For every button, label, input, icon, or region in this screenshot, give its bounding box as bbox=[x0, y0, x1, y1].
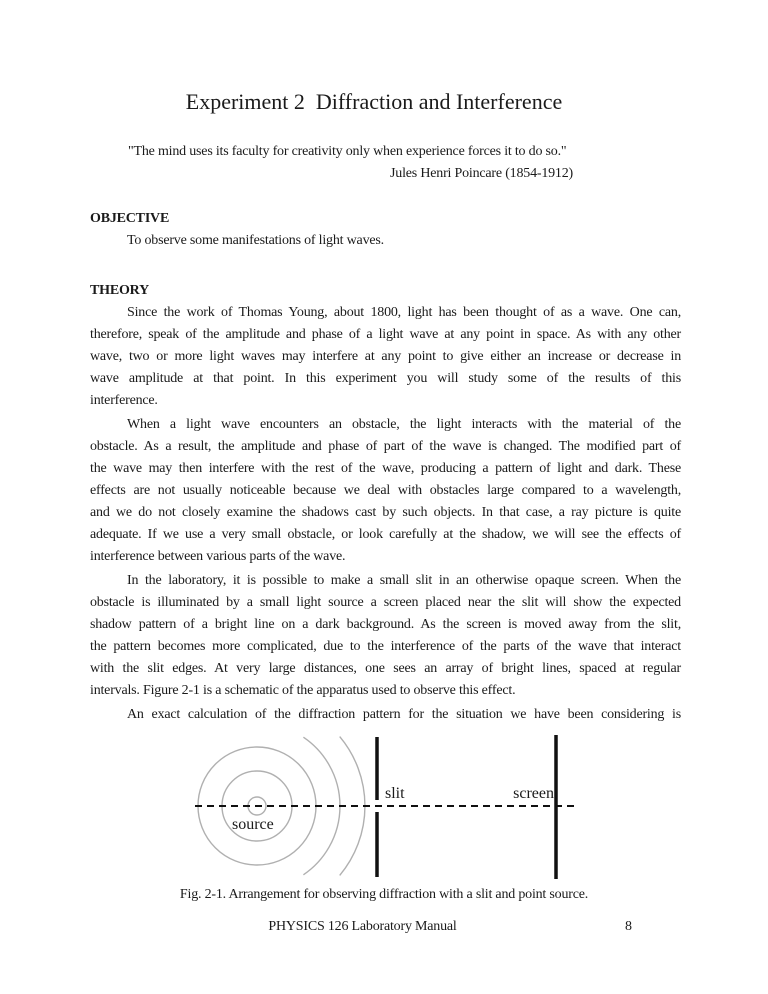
objective-heading: OBJECTIVE bbox=[90, 211, 170, 226]
body-line: Since the work of Thomas Young, about 1800, light has been thought of as a wave. One can, bbox=[127, 305, 681, 320]
body-line: wave, two or more light waves may interfere at any point to give either an increase or decrease in bbox=[90, 349, 681, 364]
theory-paragraphs bbox=[90, 302, 681, 726]
body-line: An exact calculation of the diffraction pattern for the situation we have been considering is bbox=[127, 707, 681, 722]
page-title: Experiment 2 Diffraction and Interference bbox=[185, 89, 563, 114]
slit-label: slit bbox=[385, 785, 405, 802]
source-label: source bbox=[232, 816, 274, 833]
objective-section bbox=[90, 208, 681, 252]
body-line: wave amplitude at that point. In this experiment you will study some of the results of this bbox=[90, 371, 681, 386]
epigraph bbox=[128, 141, 573, 185]
body-line: interference between various parts of the wave. bbox=[90, 549, 346, 564]
diffraction-schematic bbox=[150, 728, 590, 884]
body-line: the wave may then interfere with the rest of the wave, producing a pattern of light and dark. These bbox=[90, 461, 681, 476]
footer-title: PHYSICS 126 Laboratory Manual bbox=[268, 919, 457, 934]
objective-body: To observe some manifestations of light waves. bbox=[127, 233, 384, 248]
screen-label: screen bbox=[513, 785, 554, 802]
body-line: and we do not closely examine the shadows cast by such objects. In that case, a ray picture is quite bbox=[90, 505, 681, 520]
theory-paragraph bbox=[90, 570, 681, 702]
figure-2-1 bbox=[150, 728, 590, 884]
theory-section bbox=[90, 280, 681, 726]
figure-caption: Fig. 2-1. Arrangement for observing diffraction with a slit and point source. bbox=[179, 887, 589, 902]
body-line: the pattern becomes more complicated, due to the interference of the parts of the wave that interact bbox=[90, 639, 681, 654]
body-line: intervals. Figure 2-1 is a schematic of the apparatus used to observe this effect. bbox=[90, 683, 516, 698]
body-line: adequate. If we use a very small obstacle, or look carefully at the shadow, we will see the effects of bbox=[90, 527, 681, 542]
body-line: effects are not usually noticeable because we deal with obstacles large compared to a wavelength, bbox=[90, 483, 681, 498]
body-line: therefore, speak of the amplitude and phase of a light wave at any point in space. As with any other bbox=[90, 327, 681, 342]
body-line: In the laboratory, it is possible to make a small slit in an otherwise opaque screen. When the bbox=[127, 573, 681, 588]
body-line: interference. bbox=[90, 393, 158, 408]
theory-paragraph bbox=[90, 704, 681, 726]
body-line: shadow pattern of a bright line on a dark background. As the screen is moved away from the slit, bbox=[90, 617, 681, 632]
theory-heading: THEORY bbox=[90, 283, 149, 298]
body-line: obstacle. As a result, the amplitude and phase of part of the wave is changed. The modified part of bbox=[90, 439, 681, 454]
body-line: When a light wave encounters an obstacle, the light interacts with the material of the bbox=[127, 417, 681, 432]
epigraph-attribution: Jules Henri Poincare (1854-1912) bbox=[390, 166, 573, 181]
body-line: with the slit edges. At very large distances, one sees an array of bright lines, spaced at regular bbox=[90, 661, 681, 676]
page-number: 8 bbox=[625, 919, 632, 934]
epigraph-quote: "The mind uses its faculty for creativity only when experience forces it to do so." bbox=[128, 144, 567, 159]
body-line: obstacle is illuminated by a small light source a screen placed near the slit will show the expected bbox=[90, 595, 681, 610]
theory-paragraph bbox=[90, 302, 681, 412]
theory-paragraph bbox=[90, 414, 681, 568]
